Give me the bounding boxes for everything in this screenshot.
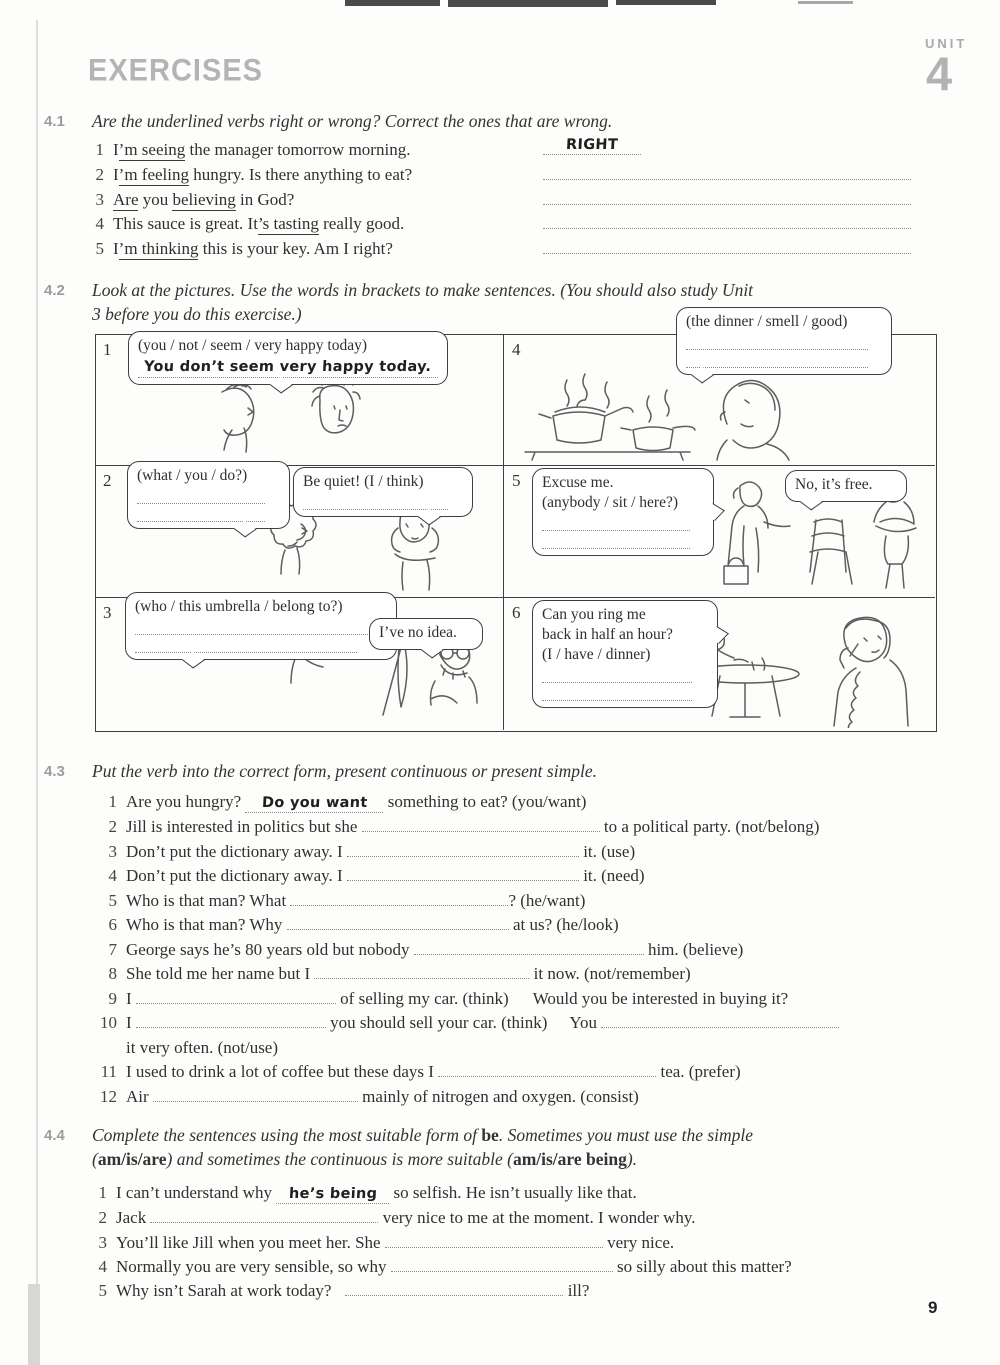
item-text: you xyxy=(138,190,173,209)
item-text: She told me her name but I xyxy=(126,964,311,983)
panel-number: 1 xyxy=(103,340,112,359)
exercise-item xyxy=(95,792,586,813)
speech-bubble xyxy=(785,470,907,502)
speech-bubble xyxy=(532,468,714,556)
exercise-4-2-instruction-line1: Look at the pictures. Use the words in brackets to make sentences. (You should also study Unit xyxy=(92,280,754,300)
underlined-verb: ’m thinking xyxy=(118,239,199,258)
item-text: Who is that man? Why xyxy=(126,915,283,934)
exercise-item xyxy=(95,817,819,837)
exercise-item xyxy=(95,891,585,911)
item-text: to a political party. (not/belong) xyxy=(603,817,820,836)
answer-line xyxy=(543,191,911,210)
exercise-item xyxy=(95,1257,792,1277)
item-text: in God? xyxy=(235,190,295,209)
instruction-text: . Sometimes you must use the simple xyxy=(498,1125,754,1145)
underlined-verb: believing xyxy=(172,190,236,209)
item-text: Normally you are very sensible, so why xyxy=(116,1257,387,1276)
bubble-reply: No, it’s free. xyxy=(795,476,873,493)
exercise-item xyxy=(95,1062,741,1082)
exercise-item xyxy=(95,1087,639,1107)
item-text: really good. xyxy=(318,214,405,233)
item-text: so selfish. He isn’t usually like that. xyxy=(393,1183,637,1202)
item-number: 2 xyxy=(108,817,117,836)
scan-bleed-mark xyxy=(798,1,853,4)
handwritten-answer: Do you want xyxy=(261,795,368,811)
item-text: You’ll like Jill when you meet her. She xyxy=(116,1233,381,1252)
item-number: 3 xyxy=(108,842,117,861)
panel-number: 4 xyxy=(512,340,521,359)
item-text: Jill is interested in politics but she xyxy=(126,817,358,836)
answer-line xyxy=(543,215,911,234)
exercise-item xyxy=(95,1013,839,1033)
exercise-item-continued xyxy=(126,1038,278,1058)
exercise-item xyxy=(92,239,393,259)
item-text: very nice. xyxy=(607,1233,675,1252)
instruction-text: ( xyxy=(92,1149,98,1169)
item-number: 3 xyxy=(95,190,104,209)
scan-bleed-mark xyxy=(448,0,608,7)
item-number: 2 xyxy=(95,165,104,184)
exercise-item xyxy=(92,190,294,210)
instruction-text: ) and sometimes the continuous is more suitable ( xyxy=(166,1149,513,1169)
exercise-item xyxy=(92,214,404,234)
item-text: tea. (prefer) xyxy=(660,1062,741,1081)
item-number: 1 xyxy=(108,792,117,811)
item-text: Would you be interested in buying it? xyxy=(532,989,789,1008)
item-number: 4 xyxy=(95,214,104,233)
exercise-item xyxy=(95,1233,674,1253)
speech-bubble xyxy=(128,331,448,385)
item-text: I xyxy=(126,989,132,1008)
exercise-item xyxy=(95,940,743,960)
exercise-4-1-instruction: Are the underlined verbs right or wrong? Correct the ones that are wrong. xyxy=(92,111,613,131)
item-text: you should sell your car. (think) xyxy=(330,1013,548,1032)
item-text: I used to drink a lot of coffee but these days I xyxy=(126,1062,434,1081)
item-number: 12 xyxy=(100,1087,117,1106)
scan-bleed-mark xyxy=(616,0,716,5)
item-number: 8 xyxy=(108,964,117,983)
exercise-item xyxy=(95,964,691,984)
item-text: Don’t put the dictionary away. I xyxy=(126,866,343,885)
item-text: mainly of nitrogen and oxygen. (consist) xyxy=(362,1087,639,1106)
item-text: it now. (not/remember) xyxy=(533,964,691,983)
item-text: at us? (he/look) xyxy=(512,915,619,934)
bubble-prompt: back in half an hour? xyxy=(542,626,673,644)
speech-bubble xyxy=(676,307,892,375)
item-text: ill? xyxy=(567,1281,590,1300)
item-number: 4 xyxy=(98,1257,107,1276)
bubble-prompt: Excuse me. xyxy=(542,474,614,491)
comic-grid-divider xyxy=(503,334,504,730)
item-text: ? (he/want) xyxy=(508,891,586,910)
unit-number: 4 xyxy=(926,47,953,100)
item-text: This sauce is great. It xyxy=(113,214,258,233)
instruction-bold: am/is/are xyxy=(97,1149,167,1169)
handwritten-answer: RIGHT xyxy=(565,137,619,153)
underlined-verb: Are xyxy=(113,190,139,209)
item-text: Who is that man? What xyxy=(126,891,287,910)
exercise-number-4-1: 4.1 xyxy=(44,113,65,130)
page-edge-shadow xyxy=(36,20,38,1365)
instruction-bold: be xyxy=(481,1125,499,1145)
item-text: Air xyxy=(126,1087,149,1106)
panel-1-illustration xyxy=(170,378,420,462)
panel-4-illustration xyxy=(515,360,845,462)
item-number: 6 xyxy=(108,915,117,934)
bubble-prompt: (you / not / seem / very happy today) xyxy=(138,337,368,354)
bubble-prompt: (the dinner / smell / good) xyxy=(686,313,848,330)
speech-bubble xyxy=(293,467,473,517)
item-text: George says he’s 80 years old but nobody xyxy=(126,940,410,959)
item-number: 1 xyxy=(95,140,104,159)
bubble-prompt: Can you ring me xyxy=(542,606,646,623)
bubble-prompt: (I / have / dinner) xyxy=(542,646,651,664)
exercise-item xyxy=(92,165,412,185)
item-text: something to eat? (you/want) xyxy=(387,792,587,811)
item-text: it. (use) xyxy=(583,842,636,861)
panel-number: 2 xyxy=(103,471,112,490)
underlined-verb: ’s tasting xyxy=(257,214,319,233)
unit-label: UNIT xyxy=(925,36,968,51)
exercise-4-4-instruction-line1 xyxy=(92,1125,753,1146)
item-number: 3 xyxy=(98,1233,107,1252)
page-edge-shadow xyxy=(28,1284,40,1365)
item-text: You xyxy=(569,1013,597,1032)
answer-line xyxy=(543,136,641,155)
exercise-item xyxy=(92,140,410,160)
item-text: Jack xyxy=(116,1208,147,1227)
item-text: very nice to me at the moment. I wonder why. xyxy=(382,1208,696,1227)
item-text: Are you hungry? xyxy=(126,792,242,811)
scan-bleed-mark xyxy=(345,0,440,6)
exercise-item xyxy=(95,842,635,862)
panel-number: 5 xyxy=(512,471,521,490)
item-text: of selling my car. (think) xyxy=(340,989,509,1008)
exercise-item xyxy=(95,1208,696,1228)
answer-line xyxy=(543,166,911,185)
item-number: 5 xyxy=(95,239,104,258)
item-text: it. (need) xyxy=(583,866,645,885)
bubble-prompt: (who / this umbrella / belong to?) xyxy=(135,598,343,615)
item-text: the manager tomorrow morning. xyxy=(185,140,411,159)
underlined-verb: ’m feeling xyxy=(118,165,190,184)
handwritten-answer: You don’t seem very happy today. xyxy=(143,359,433,376)
bubble-prompt: (anybody / sit / here?) xyxy=(542,494,679,512)
instruction-bold: am/is/are being xyxy=(512,1149,627,1169)
exercise-item xyxy=(95,989,788,1009)
item-number: 10 xyxy=(100,1013,117,1032)
item-number: 11 xyxy=(100,1062,117,1081)
item-number: 9 xyxy=(108,989,117,1008)
item-text: it very often. (not/use) xyxy=(126,1038,279,1057)
exercise-item xyxy=(95,1183,637,1204)
item-text: so silly about this matter? xyxy=(617,1257,792,1276)
instruction-text: Complete the sentences using the most suitable form of xyxy=(92,1125,482,1145)
instruction-text: ). xyxy=(626,1149,638,1169)
item-number: 2 xyxy=(98,1208,107,1227)
exercise-4-2-instruction-line2: 3 before you do this exercise.) xyxy=(92,304,302,324)
item-text: Why isn’t Sarah at work today? xyxy=(116,1281,332,1300)
item-number: 5 xyxy=(108,891,117,910)
item-text: I xyxy=(113,165,119,184)
item-text: Don’t put the dictionary away. I xyxy=(126,842,343,861)
exercise-item xyxy=(95,1281,589,1301)
exercise-number-4-2: 4.2 xyxy=(44,282,65,299)
item-number: 5 xyxy=(98,1281,107,1300)
exercise-item xyxy=(95,866,645,886)
item-text: him. (believe) xyxy=(647,940,744,959)
item-text: this is your key. Am I right? xyxy=(198,239,393,258)
handwritten-answer: he’s being xyxy=(288,1186,378,1202)
item-text: I xyxy=(113,140,119,159)
panel-number: 3 xyxy=(103,603,112,622)
exercise-4-4-instruction-line2 xyxy=(92,1149,637,1170)
item-text: I can’t understand why xyxy=(116,1183,272,1202)
underlined-verb: ’m seeing xyxy=(118,140,186,159)
page-title: EXERCISES xyxy=(88,53,263,89)
speech-bubble xyxy=(369,618,483,650)
speech-bubble xyxy=(127,461,290,529)
item-text: I xyxy=(113,239,119,258)
speech-bubble xyxy=(125,592,397,660)
item-number: 1 xyxy=(98,1183,107,1202)
bubble-reply: I’ve no idea. xyxy=(379,624,457,641)
exercise-4-3-instruction: Put the verb into the correct form, present continuous or present simple. xyxy=(92,761,597,781)
exercise-number-4-3: 4.3 xyxy=(44,763,65,780)
item-text: I xyxy=(126,1013,132,1032)
bubble-prompt: Be quiet! (I / think) xyxy=(303,473,424,490)
item-number: 7 xyxy=(108,940,117,959)
speech-bubble xyxy=(532,600,718,708)
exercise-item xyxy=(95,915,619,935)
page-number: 9 xyxy=(928,1298,938,1317)
item-text: hungry. Is there anything to eat? xyxy=(189,165,413,184)
bubble-prompt: (what / you / do?) xyxy=(137,467,248,484)
exercise-number-4-4: 4.4 xyxy=(44,1127,65,1144)
item-number: 4 xyxy=(108,866,117,885)
panel-number: 6 xyxy=(512,603,521,622)
answer-line xyxy=(543,240,911,259)
